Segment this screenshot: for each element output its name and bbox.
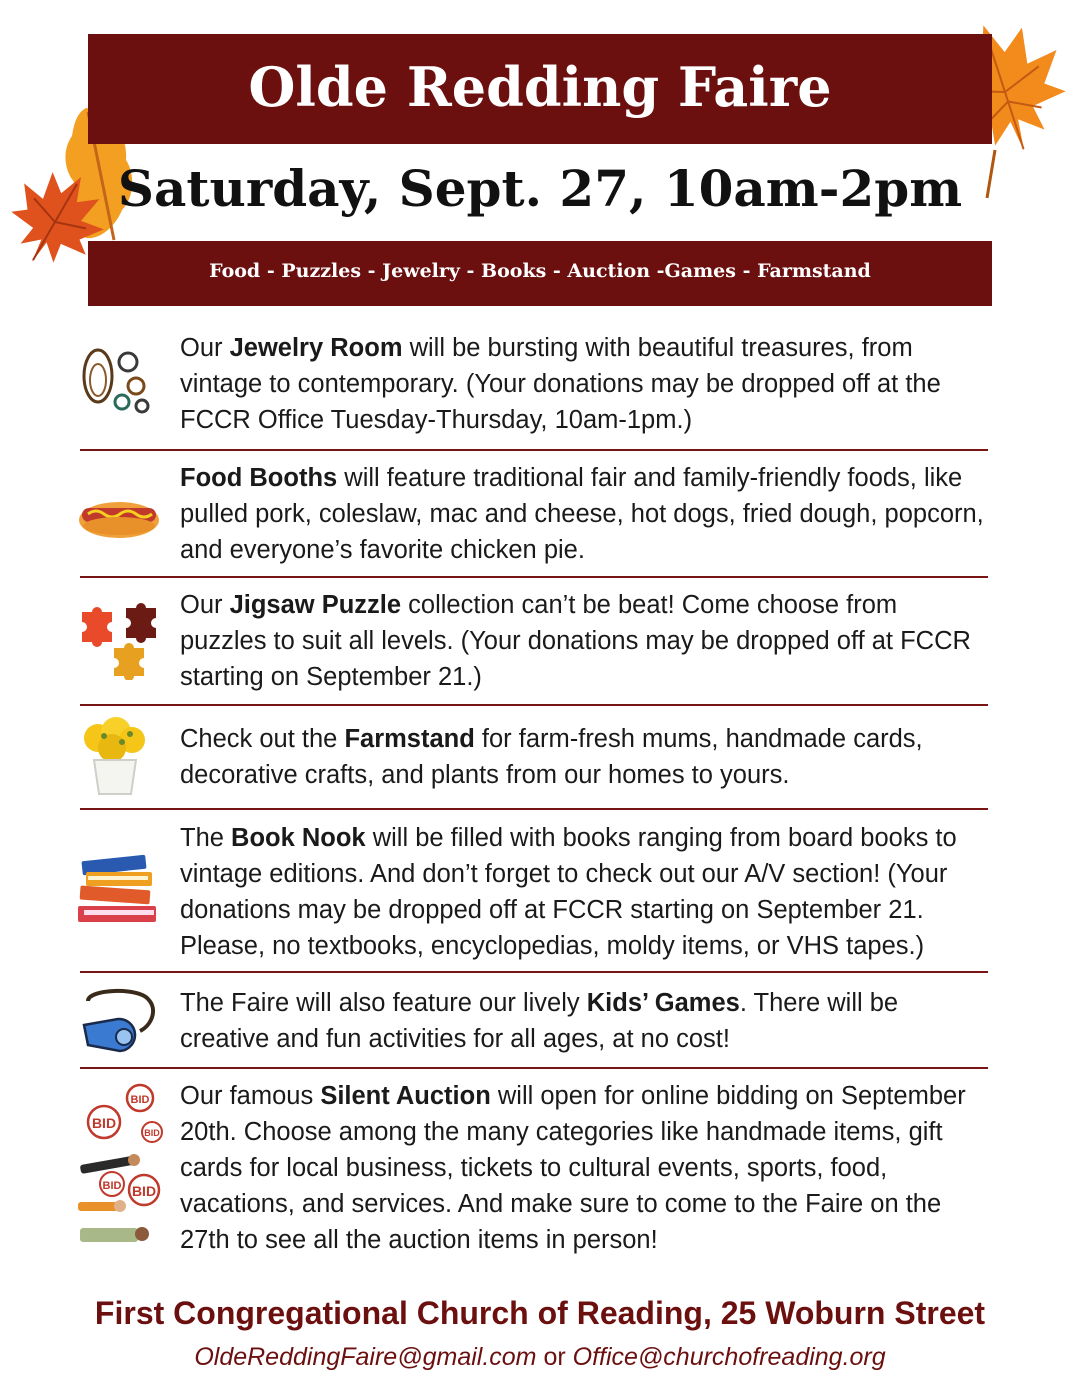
church-location: First Congregational Church of Reading, 25 Woburn Street xyxy=(94,1295,986,1331)
svg-text:BID: BID xyxy=(102,1180,122,1192)
food-booths-section: Food Booths will feature traditional fair and family-friendly foods, like pulled pork, coleslaw, mac and cheese, hot dogs, fried dough, popcorn, and everyone’s favorite chicken pie. xyxy=(180,464,984,564)
svg-text:BID: BID xyxy=(131,1183,157,1199)
jewelry-room-section: Our Jewelry Room will be bursting with beautiful treasures, from vintage to contemporary. (Your donations may be dropped off at the FCCR Office Tuesday-Thursday, 10am-1pm.) xyxy=(180,334,941,434)
contact-separator: or xyxy=(536,1343,573,1371)
section-divider xyxy=(80,971,988,973)
farmstand-section: Check out the Farmstand for farm-fresh mums, handmade cards, decorative crafts, and plants from our homes to yours. xyxy=(180,725,923,789)
svg-text:BID: BID xyxy=(91,1115,117,1131)
faire-email-link[interactable]: OldeReddingFaire@gmail.com xyxy=(194,1343,537,1371)
jigsaw-puzzle-heading: Jigsaw Puzzle xyxy=(229,591,402,619)
hot-dog-icon xyxy=(76,486,162,546)
page-title: Olde Redding Faire xyxy=(248,55,832,119)
category-list: Food - Puzzles - Jewelry - Books - Auction -Games - Farmstand xyxy=(209,260,871,282)
jigsaw-puzzle-section: Our Jigsaw Puzzle collection can’t be beat! Come choose from puzzles to suit all levels. (Your donations may be dropped off at FCCR starting on September 21.) xyxy=(180,591,971,691)
book-nook-section: The Book Nook will be filled with books ranging from board books to vintage editions. And don’t forget to check out our A/V section! (Your donations may be dropped off at FCCR starting on September 21. Please, no textbooks, encyclopedias, moldy items, or VHS tapes.) xyxy=(180,824,957,960)
jewelry-room-heading: Jewelry Room xyxy=(229,334,403,362)
kids-games-heading: Kids’ Games xyxy=(586,989,740,1017)
svg-text:BID: BID xyxy=(144,1128,160,1138)
silent-auction-section: Our famous Silent Auction will open for online bidding on September 20th. Choose among the many categories like handmade items, gift cards for local business, tickets to cultural events, sports, food, vacations, and services. And make sure to come to the Faire on the 27th to see all the auction items in person! xyxy=(180,1082,966,1254)
puzzle-pieces-icon xyxy=(78,600,164,680)
faire-title-banner xyxy=(88,34,992,144)
section-divider xyxy=(80,704,988,706)
book-stack-icon xyxy=(76,854,162,926)
section-divider xyxy=(80,449,988,451)
event-date-time: Saturday, Sept. 27, 10am-2pm xyxy=(117,159,963,218)
bid-paddles-icon xyxy=(76,1082,168,1254)
svg-text:BID: BID xyxy=(130,1094,150,1106)
food-booths-heading: Food Booths xyxy=(180,464,338,492)
contact-line xyxy=(0,1338,1080,1376)
farmstand-heading: Farmstand xyxy=(344,725,475,753)
silent-auction-heading: Silent Auction xyxy=(320,1082,491,1110)
section-divider xyxy=(80,1067,988,1069)
jewelry-icon xyxy=(76,342,152,424)
section-divider xyxy=(80,576,988,578)
category-banner xyxy=(88,241,992,306)
book-nook-heading: Book Nook xyxy=(231,824,366,852)
office-email-link[interactable]: Office@churchofreading.org xyxy=(572,1343,886,1371)
section-divider xyxy=(80,808,988,810)
potted-mums-icon xyxy=(78,716,150,798)
kids-games-section: The Faire will also feature our lively Kids’ Games. There will be creative and fun activities for all ages, at no cost! xyxy=(180,989,899,1053)
whistle-icon xyxy=(78,985,160,1059)
